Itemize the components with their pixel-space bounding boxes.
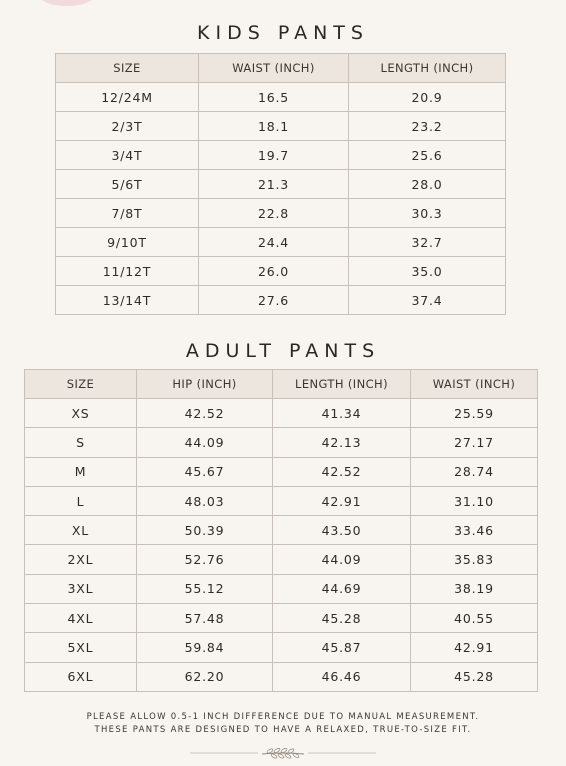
length-cell: 32.7 xyxy=(349,228,506,257)
size-cell: 6XL xyxy=(25,662,137,691)
hip-cell: 48.03 xyxy=(137,486,273,515)
note-line-fit: THESE PANTS ARE DESIGNED TO HAVE A RELAXED, TRUE-TO-SIZE FIT. xyxy=(94,725,472,735)
note-line-allowance: PLEASE ALLOW 0.5-1 INCH DIFFERENCE DUE TO MANUAL MEASUREMENT. xyxy=(86,712,480,722)
column-header-size: SIZE xyxy=(56,54,199,83)
column-header-size: SIZE xyxy=(25,370,137,399)
hip-cell: 52.76 xyxy=(137,545,273,574)
size-cell: 11/12T xyxy=(56,257,199,286)
length-cell: 45.87 xyxy=(273,633,411,662)
table-row xyxy=(25,574,538,603)
length-cell: 25.6 xyxy=(349,141,506,170)
size-cell: 4XL xyxy=(25,604,137,633)
table-row xyxy=(25,633,538,662)
table-row xyxy=(56,228,506,257)
length-cell: 46.46 xyxy=(273,662,411,691)
hip-cell: 45.67 xyxy=(137,457,273,486)
waist-cell: 42.91 xyxy=(411,633,538,662)
table-row xyxy=(25,516,538,545)
length-cell: 41.34 xyxy=(273,399,411,428)
column-header-waist: WAIST (INCH) xyxy=(411,370,538,399)
table-row xyxy=(56,170,506,199)
waist-cell: 27.17 xyxy=(411,428,538,457)
size-cell: 12/24M xyxy=(56,83,199,112)
adult-pants-title: ADULT PANTS xyxy=(185,340,381,362)
waist-cell: 31.10 xyxy=(411,486,538,515)
hip-cell: 50.39 xyxy=(137,516,273,545)
length-cell: 35.0 xyxy=(349,257,506,286)
hip-cell: 59.84 xyxy=(137,633,273,662)
kids-size-table xyxy=(55,53,506,315)
column-header-length: LENGTH (INCH) xyxy=(349,54,506,83)
waist-cell: 40.55 xyxy=(411,604,538,633)
table-row xyxy=(56,286,506,315)
waist-cell: 33.46 xyxy=(411,516,538,545)
waist-cell: 16.5 xyxy=(199,83,349,112)
length-cell: 20.9 xyxy=(349,83,506,112)
size-cell: 2/3T xyxy=(56,112,199,141)
table-row xyxy=(56,141,506,170)
size-cell: M xyxy=(25,457,137,486)
waist-cell: 35.83 xyxy=(411,545,538,574)
size-cell: S xyxy=(25,428,137,457)
size-cell: 3XL xyxy=(25,574,137,603)
table-header-row xyxy=(25,370,538,399)
waist-cell: 45.28 xyxy=(411,662,538,691)
length-cell: 42.13 xyxy=(273,428,411,457)
table-row xyxy=(25,399,538,428)
table-row xyxy=(25,428,538,457)
length-cell: 44.69 xyxy=(273,574,411,603)
size-cell: 13/14T xyxy=(56,286,199,315)
waist-cell: 24.4 xyxy=(199,228,349,257)
table-row xyxy=(56,112,506,141)
table-row xyxy=(25,486,538,515)
waist-cell: 18.1 xyxy=(199,112,349,141)
column-header-length: LENGTH (INCH) xyxy=(273,370,411,399)
size-cell: 5/6T xyxy=(56,170,199,199)
size-cell: 3/4T xyxy=(56,141,199,170)
length-cell: 44.09 xyxy=(273,545,411,574)
size-cell: L xyxy=(25,486,137,515)
size-cell: XL xyxy=(25,516,137,545)
length-cell: 37.4 xyxy=(349,286,506,315)
length-cell: 42.52 xyxy=(273,457,411,486)
waist-cell: 26.0 xyxy=(199,257,349,286)
waist-cell: 38.19 xyxy=(411,574,538,603)
length-cell: 30.3 xyxy=(349,199,506,228)
hip-cell: 62.20 xyxy=(137,662,273,691)
hip-cell: 44.09 xyxy=(137,428,273,457)
waist-cell: 19.7 xyxy=(199,141,349,170)
length-cell: 23.2 xyxy=(349,112,506,141)
table-row xyxy=(56,199,506,228)
waist-cell: 28.74 xyxy=(411,457,538,486)
table-row xyxy=(25,662,538,691)
table-row xyxy=(56,83,506,112)
size-cell: 2XL xyxy=(25,545,137,574)
corner-decoration xyxy=(40,0,94,6)
kids-pants-title: KIDS PANTS xyxy=(197,22,369,44)
length-cell: 42.91 xyxy=(273,486,411,515)
size-cell: 7/8T xyxy=(56,199,199,228)
length-cell: 28.0 xyxy=(349,170,506,199)
table-row xyxy=(25,457,538,486)
measurement-notes xyxy=(0,711,566,737)
table-row xyxy=(25,604,538,633)
table-header-row xyxy=(56,54,506,83)
waist-cell: 21.3 xyxy=(199,170,349,199)
leaf-branch-icon xyxy=(190,746,376,760)
column-header-waist: WAIST (INCH) xyxy=(199,54,349,83)
table-row xyxy=(25,545,538,574)
waist-cell: 27.6 xyxy=(199,286,349,315)
column-header-hip: HIP (INCH) xyxy=(137,370,273,399)
hip-cell: 42.52 xyxy=(137,399,273,428)
adult-size-table xyxy=(24,369,538,692)
size-cell: 5XL xyxy=(25,633,137,662)
hip-cell: 55.12 xyxy=(137,574,273,603)
table-row xyxy=(56,257,506,286)
length-cell: 45.28 xyxy=(273,604,411,633)
hip-cell: 57.48 xyxy=(137,604,273,633)
size-cell: XS xyxy=(25,399,137,428)
size-cell: 9/10T xyxy=(56,228,199,257)
length-cell: 43.50 xyxy=(273,516,411,545)
waist-cell: 22.8 xyxy=(199,199,349,228)
waist-cell: 25.59 xyxy=(411,399,538,428)
